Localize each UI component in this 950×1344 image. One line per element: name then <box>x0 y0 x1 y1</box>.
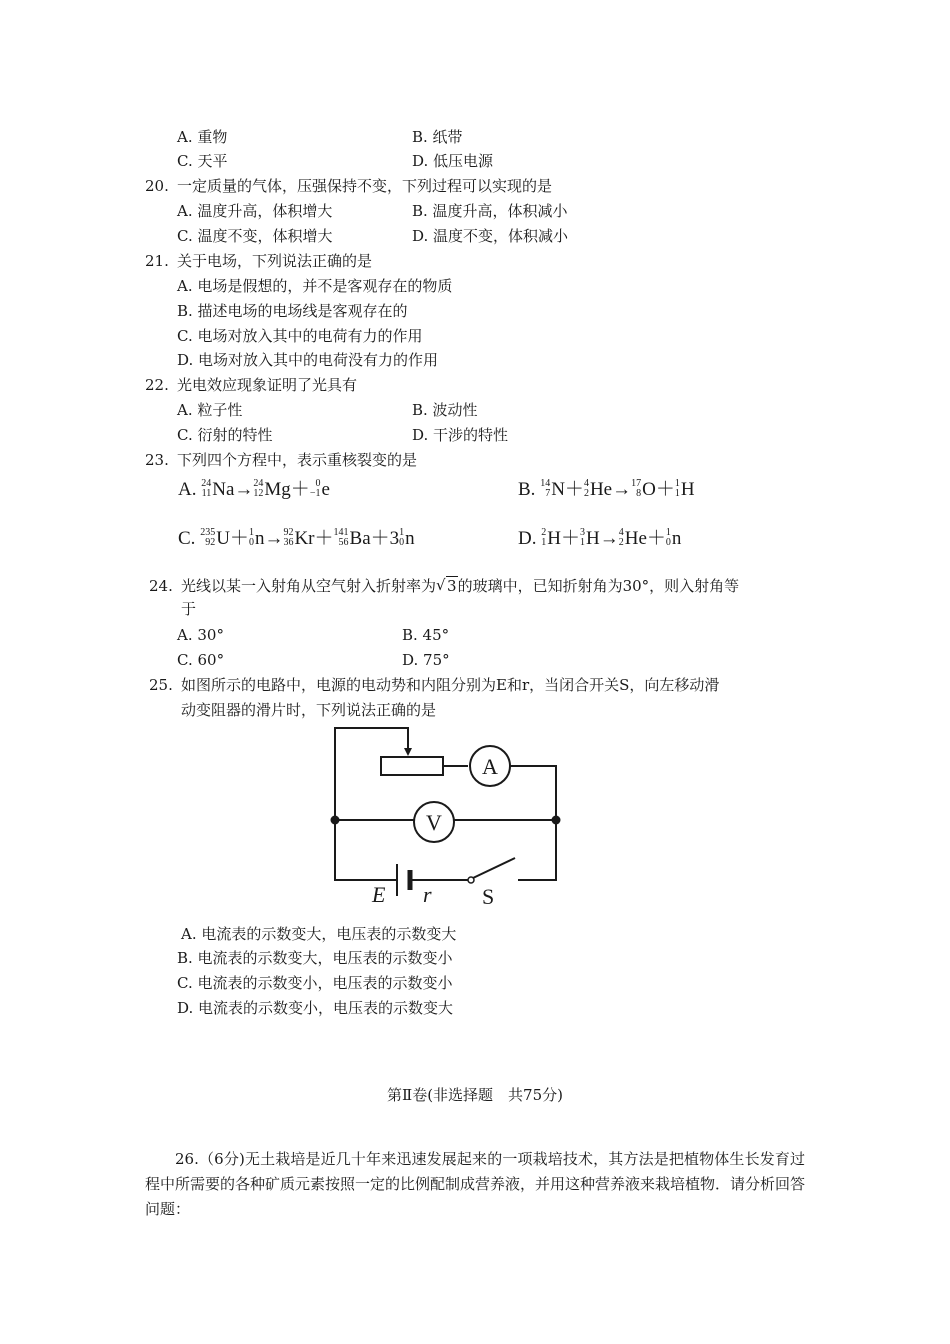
q22-option-d: D. 干涉的特性 <box>412 426 509 444</box>
q24-option-b: B. 45° <box>402 626 450 644</box>
q22-option-a: A. 粒子性 <box>177 401 243 419</box>
q25-stem-line2: 动变阻器的滑片时，下列说法正确的是 <box>181 701 437 719</box>
q24-option-a: A. 30° <box>177 626 224 644</box>
q21-option-b: B. 描述电场的电场线是客观存在的 <box>177 302 408 320</box>
switch-blade <box>473 858 515 878</box>
q23-equation-b: B. 14 7 N＋ 4 2 He→ 17 8 O＋ 1 1 H <box>518 477 695 500</box>
q20-option-d: D. 温度不变，体积减小 <box>412 227 569 245</box>
q19-option-a: A. 重物 <box>177 128 228 146</box>
q20-stem: 一定质量的气体，压强保持不变，下列过程可以实现的是 <box>177 177 553 195</box>
q19-option-d: D. 低压电源 <box>412 152 494 170</box>
q22-option-b: B. 波动性 <box>412 401 478 419</box>
q24-option-d: D. 75° <box>402 651 450 669</box>
q25-stem-line1: 如图所示的电路中，电源的电动势和内阻分别为E和r，当闭合开关S，向左移动滑 <box>181 676 720 694</box>
q25-option-a: A. 电流表的示数变大，电压表的示数变大 <box>181 925 457 943</box>
q25-number: 25. <box>149 676 173 694</box>
q25-option-d: D. 电流表的示数变小，电压表的示数变大 <box>177 999 454 1017</box>
q22-stem: 光电效应现象证明了光具有 <box>177 376 358 394</box>
q24-option-c: C. 60° <box>177 651 225 669</box>
q22-option-c: C. 衍射的特性 <box>177 426 273 444</box>
q23-equation-d: D. 2 1 H＋ 3 1 H→ 4 2 He＋ 1 0 n <box>518 526 682 549</box>
switch-label: S <box>482 884 495 909</box>
q23-equation-a: A. 24 11 Na→ 24 12 Mg＋ 0 −1 e <box>178 477 330 500</box>
q25-option-c: C. 电流表的示数变小，电压表的示数变小 <box>177 974 453 992</box>
q21-option-c: C. 电场对放入其中的电荷有力的作用 <box>177 327 423 345</box>
voltmeter-label: V <box>426 810 442 835</box>
emf-label: E <box>372 882 386 907</box>
ammeter-label: A <box>482 754 498 779</box>
q26-paragraph: 26.（6分)无土栽培是近几十年来迅速发展起来的一项栽培技术，其方法是把植物体生长发育过程中所需要的各种矿质元素按照一定的比例配制成营养液，并用这种营养液来栽培植物．请分析回答问题： <box>145 1150 806 1218</box>
q23-number: 23. <box>145 451 169 469</box>
q24-stem: 光线以某一入射角从空气射入折射率为 √ 3的玻璃中，已知折射角为30°，则入射角等 <box>181 576 740 595</box>
q20-option-c: C. 温度不变，体积增大 <box>177 227 333 245</box>
q21-number: 21. <box>145 252 169 270</box>
q19-option-b: B. 纸带 <box>412 128 463 146</box>
sqrt-symbol: √ 3 <box>436 576 457 595</box>
q20-number: 20. <box>145 177 169 195</box>
section-title: 第Ⅱ卷(非选择题 共75分) <box>387 1086 563 1104</box>
q23-stem: 下列四个方程中，表示重核裂变的是 <box>177 451 418 469</box>
resistance-label: r <box>423 882 432 907</box>
circuit-diagram <box>320 722 570 912</box>
q25-option-b: B. 电流表的示数变大，电压表的示数变小 <box>177 949 453 967</box>
q20-option-a: A. 温度升高，体积增大 <box>177 202 333 220</box>
rheostat <box>381 757 443 775</box>
q20-option-b: B. 温度升高，体积减小 <box>412 202 568 220</box>
q24-stem-line2: 于 <box>181 600 197 618</box>
q22-number: 22. <box>145 376 169 394</box>
slider-arrow <box>404 748 412 756</box>
q23-equation-c: C. 235 92 U＋ 1 0 n→ 92 36 Kr＋ 141 56 Ba＋3 1 0 n <box>178 526 415 549</box>
q21-option-a: A. 电场是假想的，并不是客观存在的物质 <box>177 277 453 295</box>
q21-stem: 关于电场，下列说法正确的是 <box>177 252 373 270</box>
q19-option-c: C. 天平 <box>177 152 228 170</box>
junction-right <box>552 816 561 825</box>
junction-left <box>331 816 340 825</box>
q24-number: 24. <box>149 577 173 595</box>
q21-option-d: D. 电场对放入其中的电荷没有力的作用 <box>177 351 439 369</box>
